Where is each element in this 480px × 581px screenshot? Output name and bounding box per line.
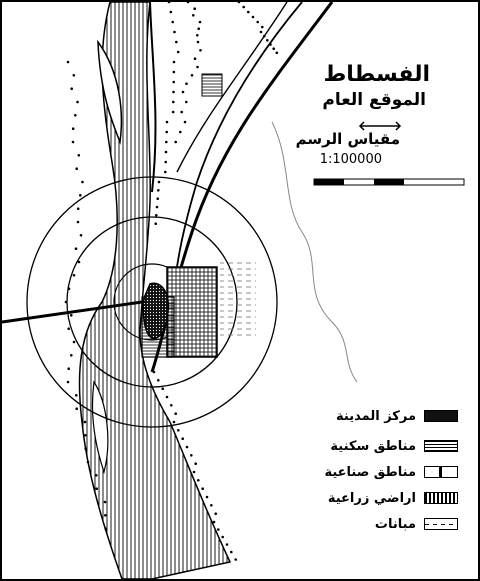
field-dot (173, 71, 176, 74)
field-dot (67, 381, 70, 384)
field-dot (201, 487, 204, 490)
field-dot (206, 496, 209, 499)
field-dot (75, 167, 78, 170)
field-dot (77, 221, 80, 224)
field-dot (157, 189, 160, 192)
field-dot (186, 446, 189, 449)
field-dot (174, 412, 177, 415)
field-dot (191, 74, 194, 77)
field-dot (95, 474, 98, 477)
field-dot (175, 41, 178, 44)
map-subtitle: الموقع العام (322, 90, 426, 110)
scale-label: مقياس الرسم (295, 130, 400, 148)
field-dot (78, 154, 81, 157)
field-dot (84, 421, 87, 424)
legend-swatch-buildings (424, 518, 458, 530)
field-dot (172, 91, 175, 94)
field-dot (174, 141, 177, 144)
field-dot (75, 407, 78, 410)
field-dot (165, 141, 168, 144)
field-dot (199, 21, 202, 24)
field-dot (166, 121, 169, 124)
field-dot (84, 434, 87, 437)
field-dot (157, 379, 160, 382)
field-dot (234, 558, 237, 561)
field-dot (181, 437, 184, 440)
field-dot (155, 214, 158, 217)
field-dot (80, 234, 83, 237)
field-dot (269, 43, 272, 46)
field-dot (73, 274, 76, 277)
field-dot (260, 31, 263, 34)
field-dot (196, 34, 199, 37)
legend-label: مناطق سكنية (330, 438, 416, 454)
field-dot (79, 194, 82, 197)
legend-label: اراضي زراعية (327, 490, 416, 506)
field-dot (182, 91, 185, 94)
field-dot (230, 551, 233, 554)
map-title: الفسطاط (323, 62, 430, 87)
field-dot (242, 6, 245, 9)
field-dot (77, 207, 80, 210)
field-dot (194, 57, 197, 60)
field-dot (214, 512, 217, 515)
field-dot (172, 101, 175, 104)
legend-item-buildings (308, 514, 458, 534)
field-dot (70, 87, 73, 90)
field-dot (65, 301, 68, 304)
field-dot (276, 52, 279, 55)
field-dot (73, 341, 76, 344)
field-dot (74, 114, 77, 117)
field-dot (252, 16, 255, 19)
legend-item-city-center (308, 406, 458, 426)
field-dot (171, 21, 174, 24)
field-dot (213, 521, 216, 524)
field-dot (68, 287, 71, 290)
field-dot (193, 7, 196, 10)
field-dot (153, 371, 156, 374)
field-dot (168, 2, 171, 3)
field-dot (197, 41, 200, 44)
field-dot (166, 396, 169, 399)
field-dot (164, 171, 167, 174)
field-dot (256, 21, 259, 24)
field-dot (67, 367, 70, 370)
field-dot (73, 74, 76, 77)
field-dot (154, 222, 157, 225)
field-dot (70, 314, 73, 317)
field-dot (210, 504, 213, 507)
field-dot (173, 421, 176, 424)
field-dot (170, 404, 173, 407)
field-dot (184, 121, 187, 124)
field-dot (196, 66, 199, 69)
field-dot (173, 61, 176, 64)
field-dot (177, 429, 180, 432)
field-dot (194, 462, 197, 465)
field-dot (161, 387, 164, 390)
field-dot (76, 101, 79, 104)
field-dot (197, 479, 200, 482)
field-dot (156, 197, 159, 200)
field-dot (164, 161, 167, 164)
field-dot (192, 14, 195, 17)
field-dot (221, 536, 224, 539)
field-dot (84, 447, 87, 450)
field-dot (238, 2, 241, 3)
field-dot (87, 461, 90, 464)
field-dot (158, 181, 161, 184)
field-dot (67, 61, 70, 64)
field-dot (261, 26, 264, 29)
field-dot (172, 111, 175, 114)
field-dot (263, 35, 266, 38)
field-dot (187, 2, 190, 3)
field-dot (226, 543, 229, 546)
hatch-patch (202, 74, 222, 96)
field-dot (179, 131, 182, 134)
field-dot (170, 11, 173, 14)
field-dot (75, 394, 78, 397)
scale-ratio: 1:100000 (319, 152, 382, 167)
legend-swatch-city-center (424, 410, 458, 422)
field-dot (70, 354, 73, 357)
field-dot (75, 247, 78, 250)
buildings-east (220, 260, 256, 340)
legend-swatch-industrial (424, 466, 458, 478)
legend-item-industrial (308, 462, 458, 482)
field-dot (72, 141, 75, 144)
field-dot (81, 181, 84, 184)
field-dot (72, 127, 75, 130)
field-dot (172, 81, 175, 84)
legend-swatch-agricultural (424, 492, 458, 504)
field-dot (185, 82, 188, 85)
field-dot (190, 454, 193, 457)
field-dot (193, 471, 196, 474)
field-dot (185, 101, 188, 104)
field-dot (104, 514, 107, 517)
field-dot (165, 131, 168, 134)
field-dot (95, 487, 98, 490)
field-dot (177, 51, 180, 54)
field-dot (104, 527, 107, 530)
field-dot (199, 49, 202, 52)
field-dot (156, 206, 159, 209)
field-dot (173, 31, 176, 34)
field-dot (217, 528, 220, 531)
field-dot (197, 27, 200, 30)
field-dot (266, 39, 269, 42)
field-dot (272, 47, 275, 50)
field-dot (104, 501, 107, 504)
field-dot (165, 151, 168, 154)
legend-item-agricultural (308, 488, 458, 508)
arrow-symbol (360, 122, 400, 130)
legend-item-residential (308, 436, 458, 456)
field-dot (67, 327, 70, 330)
legend-swatch-residential (424, 440, 458, 452)
east-bank (150, 2, 155, 192)
field-dot (247, 11, 250, 14)
legend-label: مركز المدينة (336, 408, 416, 424)
field-dot (180, 111, 183, 114)
legend-label: مبانات (374, 516, 416, 532)
legend-label: مناطق صناعية (324, 464, 416, 480)
field-dot (78, 261, 81, 264)
